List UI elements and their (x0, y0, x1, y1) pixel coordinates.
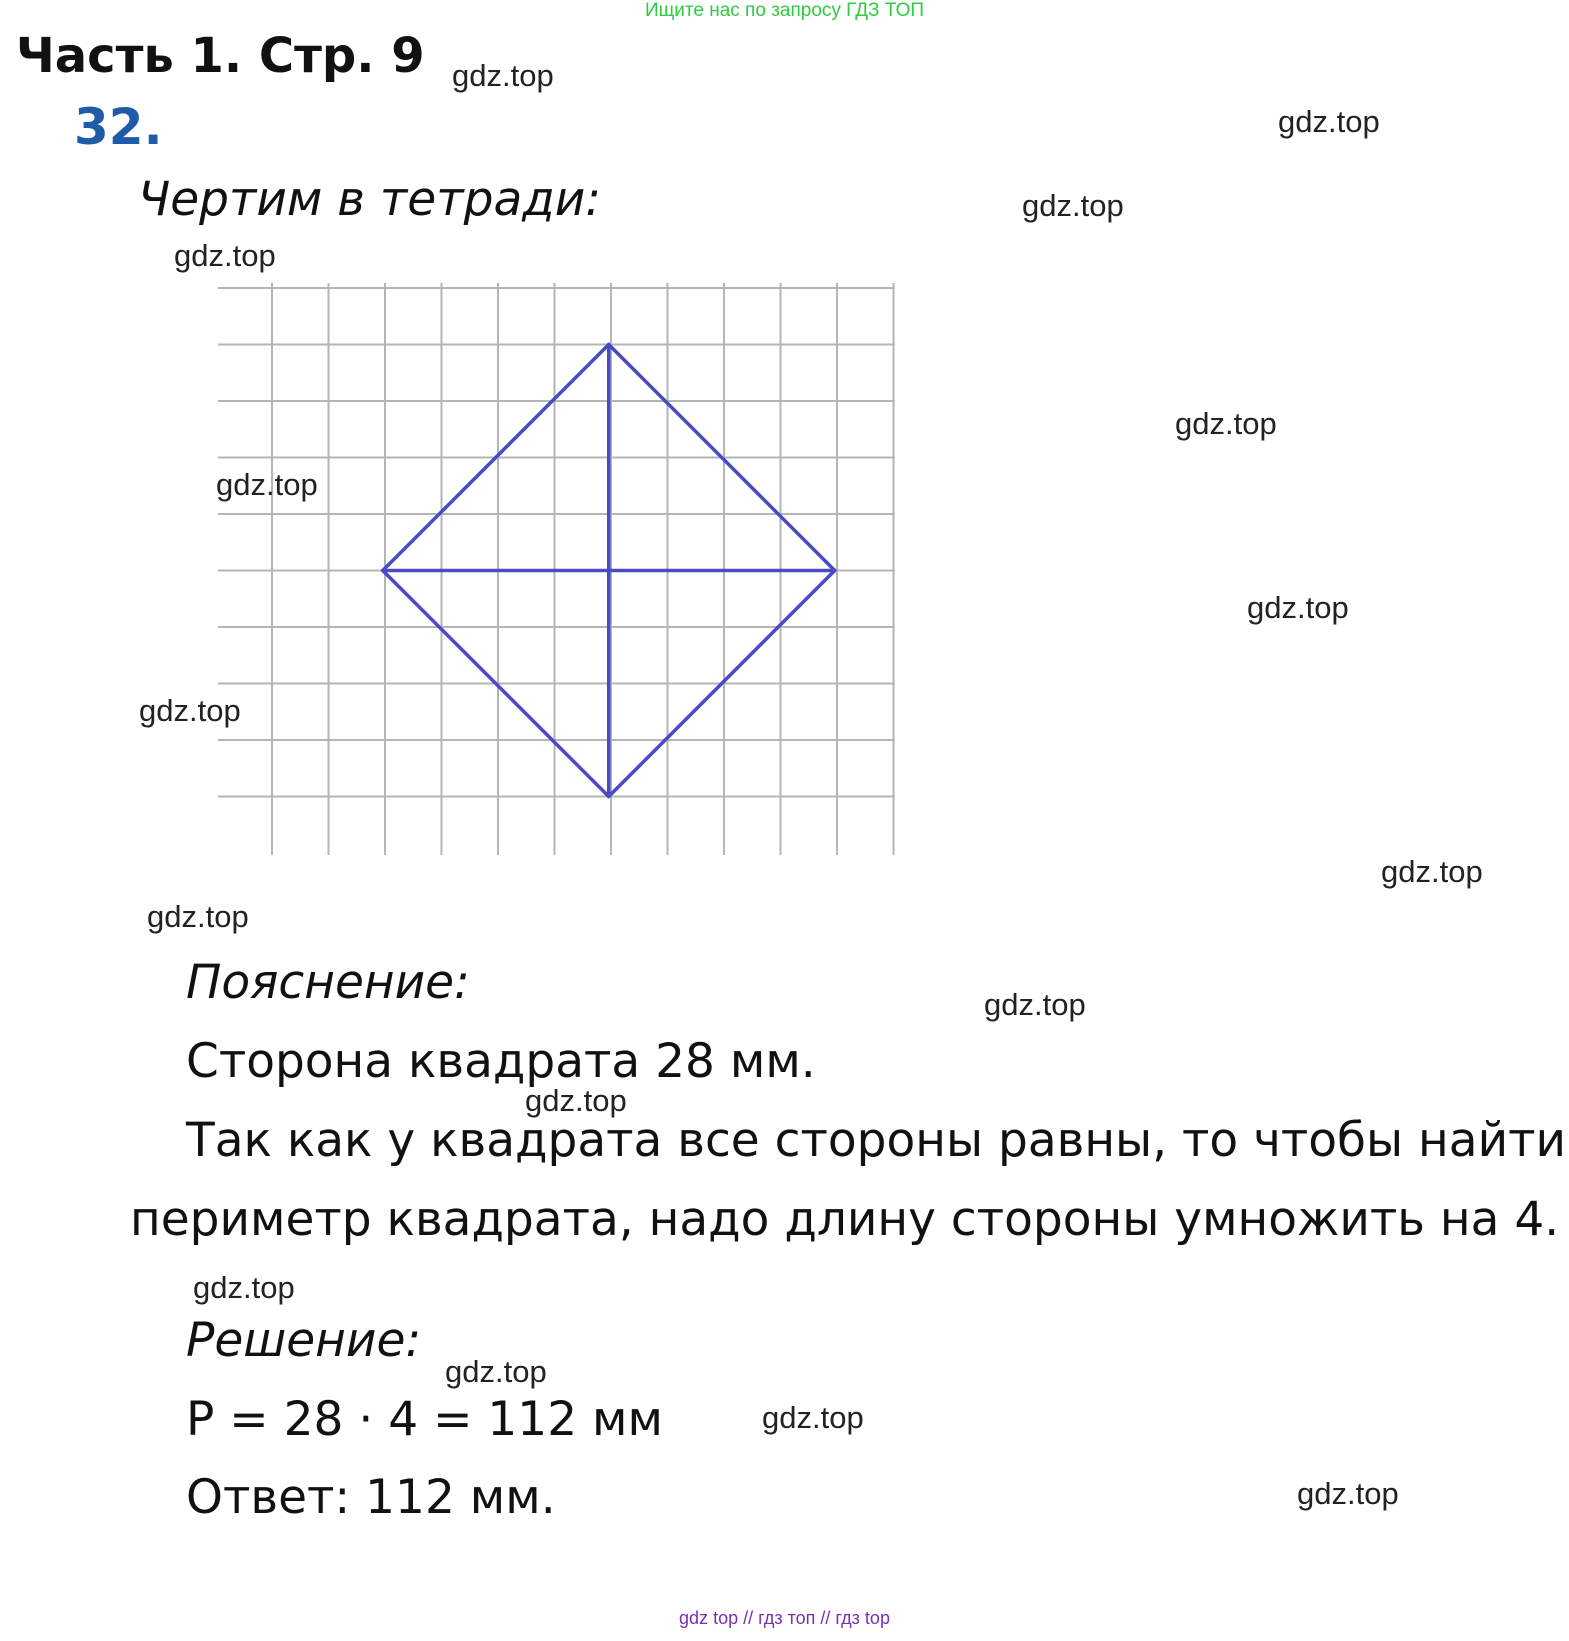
watermark: gdz.top (216, 467, 318, 502)
watermark: gdz.top (452, 58, 554, 93)
solution-formula: P = 28 · 4 = 112 мм (186, 1392, 663, 1447)
watermark: gdz.top (762, 1400, 864, 1435)
watermark: gdz.top (147, 899, 249, 934)
footer-links: gdz top // гдз топ // гдз top (679, 1608, 890, 1628)
watermark: gdz.top (1297, 1476, 1399, 1511)
watermark: gdz.top (445, 1354, 547, 1389)
watermark: gdz.top (984, 987, 1086, 1022)
watermark: gdz.top (1247, 590, 1349, 625)
draw-title: Чертим в тетради: (138, 172, 602, 227)
task-number: 32. (74, 98, 163, 156)
watermark: gdz.top (174, 238, 276, 273)
watermark: gdz.top (525, 1083, 627, 1118)
grid-drawing (218, 283, 898, 855)
watermark: gdz.top (1278, 104, 1380, 139)
explanation-line-3: периметр квадрата, надо длину стороны умножить на 4. (130, 1192, 1560, 1247)
watermark: gdz.top (193, 1270, 295, 1305)
watermark: gdz.top (1022, 188, 1124, 223)
page-heading: Часть 1. Стр. 9 (16, 28, 425, 84)
square-figure (383, 345, 835, 797)
explanation-title: Пояснение: (186, 955, 470, 1010)
watermark: gdz.top (1381, 854, 1483, 889)
explanation-line-1: Сторона квадрата 28 мм. (186, 1034, 816, 1089)
explanation-line-2: Так как у квадрата все стороны равны, то чтобы найти (186, 1113, 1567, 1168)
search-banner: Ищите нас по запросу ГДЗ ТОП (644, 0, 925, 21)
watermark: gdz.top (1175, 406, 1277, 441)
solution-title: Решение: (186, 1313, 422, 1368)
answer-line: Ответ: 112 мм. (186, 1470, 556, 1525)
watermark: gdz.top (139, 693, 241, 728)
